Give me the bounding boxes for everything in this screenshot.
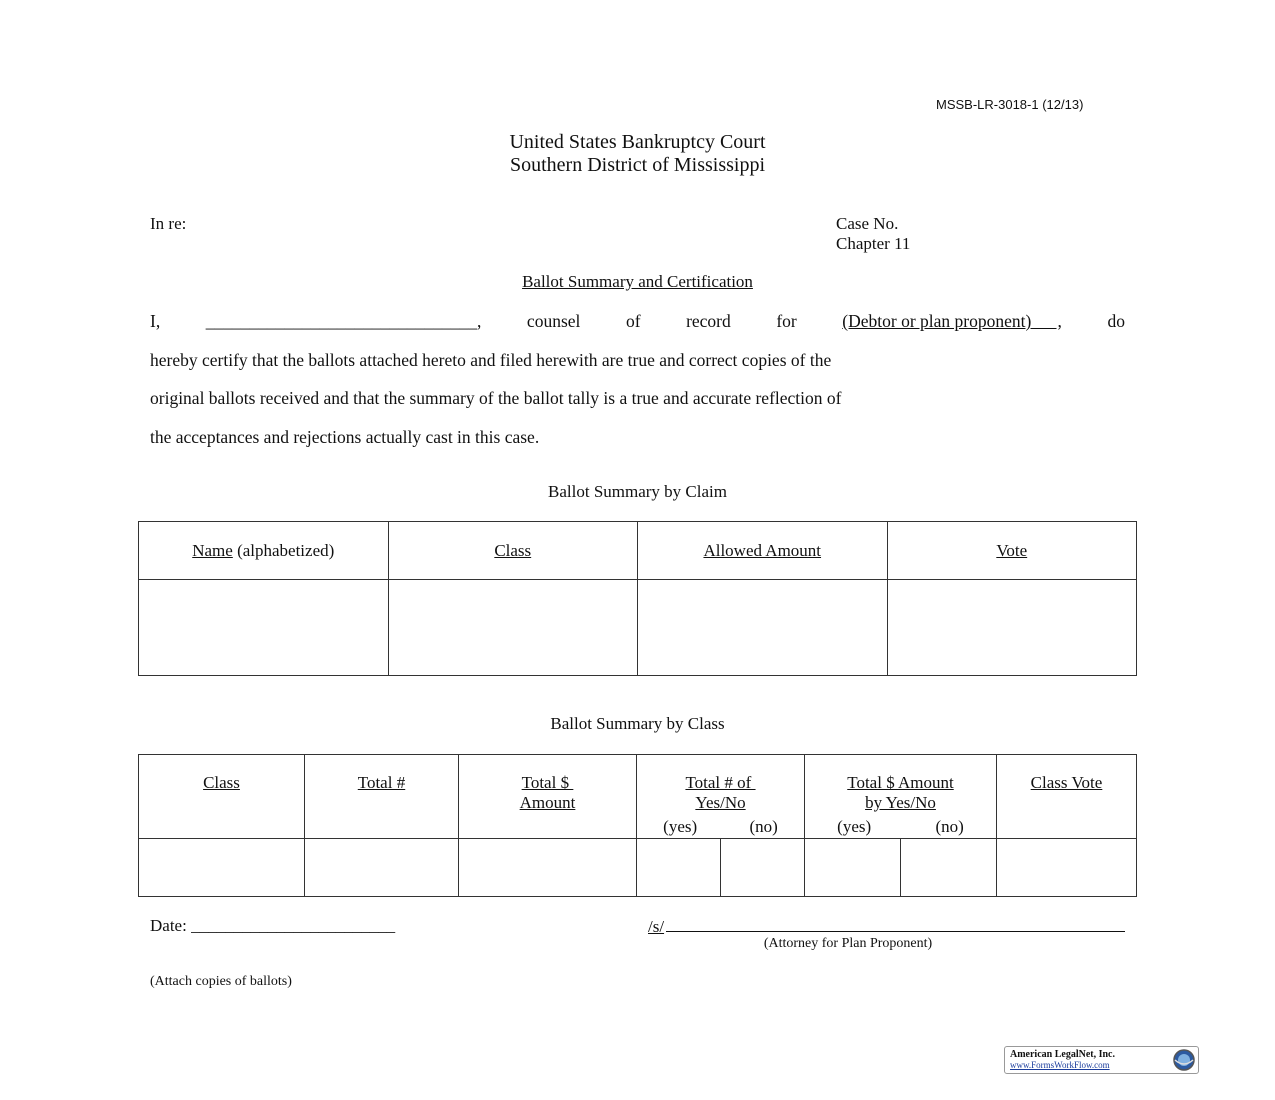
col-class	[139, 755, 305, 839]
certification-line-2	[150, 341, 1125, 380]
col-name	[139, 522, 389, 580]
ballot-summary-by-claim-table	[138, 521, 1137, 676]
cert-word: do	[1107, 311, 1125, 331]
chapter-label: Chapter 11	[836, 234, 911, 253]
ballot-summary-by-class-table	[138, 754, 1137, 897]
col-allowed-amount	[638, 522, 888, 580]
signature-line	[648, 916, 1125, 937]
col-class	[388, 522, 638, 580]
american-legalnet-logo	[1004, 1046, 1199, 1074]
party-field: (Debtor or plan proponent) ,	[842, 311, 1062, 331]
signature-caption: (Attorney for Plan Proponent)	[763, 936, 933, 951]
logo-company: American LegalNet, Inc.	[1010, 1049, 1115, 1060]
header-text: Class	[203, 773, 240, 792]
header-text: Amount	[519, 793, 576, 812]
col-total-amount	[459, 755, 637, 839]
certification-line-3	[150, 379, 1125, 418]
col-vote	[887, 522, 1137, 580]
no-label: (no)	[935, 817, 964, 836]
counsel-name-blank: _______________________________,	[205, 311, 482, 331]
cell-allowed-amount[interactable]	[638, 580, 888, 676]
yes-no-labels	[805, 817, 996, 837]
certification-line-1	[150, 302, 1125, 341]
cert-word: I,	[150, 311, 161, 331]
table-header-row	[139, 755, 1137, 839]
cert-word: for	[776, 311, 797, 331]
cell-total-amount[interactable]	[459, 839, 637, 897]
cell-total-number[interactable]	[305, 839, 459, 897]
yes-label: (yes)	[837, 817, 872, 836]
col-total-number-yes-no	[637, 755, 805, 839]
class-table-caption: Ballot Summary by Class	[550, 714, 725, 733]
cell-no-amount[interactable]	[901, 839, 997, 897]
logo-website[interactable]: www.FormsWorkFlow.com	[1010, 1060, 1110, 1070]
col-class-vote	[997, 755, 1137, 839]
signature-field[interactable]	[648, 916, 1125, 937]
yes-no-labels	[637, 817, 804, 837]
no-label: (no)	[749, 817, 778, 836]
cell-no-count[interactable]	[721, 839, 805, 897]
date-field[interactable]: Date: ________________________	[150, 916, 396, 935]
certification-line-4	[150, 418, 1125, 457]
col-total-number	[305, 755, 459, 839]
form-code: MSSB-LR-3018-1 (12/13)	[936, 97, 1084, 112]
header-text: by Yes/No	[865, 793, 936, 812]
cell-class[interactable]	[139, 839, 305, 897]
cert-word: of	[625, 311, 641, 331]
cert-word: record	[686, 311, 731, 331]
court-name: United States Bankruptcy Court	[509, 131, 766, 153]
signature-prefix: /s/	[648, 917, 665, 936]
col-total-amount-yes-no	[805, 755, 997, 839]
header-text: Total $	[521, 773, 574, 792]
table-row	[139, 839, 1137, 897]
header-text: Total # of	[685, 773, 756, 792]
header-note: (alphabetized)	[237, 540, 335, 560]
cert-text: original ballots received and that the summary of the ballot tally is a true and accurate reflection of	[150, 388, 842, 408]
document-title: Ballot Summary and Certification	[522, 272, 753, 291]
header-text: Yes/No	[695, 793, 746, 812]
cert-word: counsel	[526, 311, 581, 331]
cert-text: hereby certify that the ballots attached hereto and filed herewith are true and correct copies of the	[150, 349, 832, 370]
cell-vote[interactable]	[887, 580, 1137, 676]
cell-name[interactable]	[139, 580, 389, 676]
header-text: Allowed Amount	[703, 540, 822, 560]
header-text: Vote	[996, 540, 1028, 560]
cell-yes-amount[interactable]	[805, 839, 901, 897]
case-info	[836, 214, 910, 254]
court-heading	[0, 131, 1275, 177]
claim-table-caption: Ballot Summary by Claim	[548, 482, 727, 501]
certification-paragraph	[150, 302, 1125, 456]
cell-class[interactable]	[388, 580, 638, 676]
yes-label: (yes)	[663, 817, 698, 836]
header-text: Class	[494, 540, 532, 560]
in-re-label: In re:	[150, 214, 187, 233]
header-text: Class Vote	[1030, 773, 1103, 792]
case-no-label: Case No.	[836, 214, 899, 233]
signature-blank	[666, 916, 1125, 932]
cert-text: the acceptances and rejections actually cast in this case.	[150, 426, 540, 447]
header-text: Name	[192, 540, 233, 560]
cell-yes-count[interactable]	[637, 839, 721, 897]
header-text: Total #	[357, 773, 406, 792]
attach-note: (Attach copies of ballots)	[150, 974, 292, 989]
court-district: Southern District of Mississippi	[509, 154, 765, 176]
table-row	[139, 580, 1137, 676]
header-text: Total $ Amount	[847, 773, 954, 792]
globe-icon	[1172, 1048, 1196, 1072]
cell-class-vote[interactable]	[997, 839, 1137, 897]
table-header-row	[139, 522, 1137, 580]
